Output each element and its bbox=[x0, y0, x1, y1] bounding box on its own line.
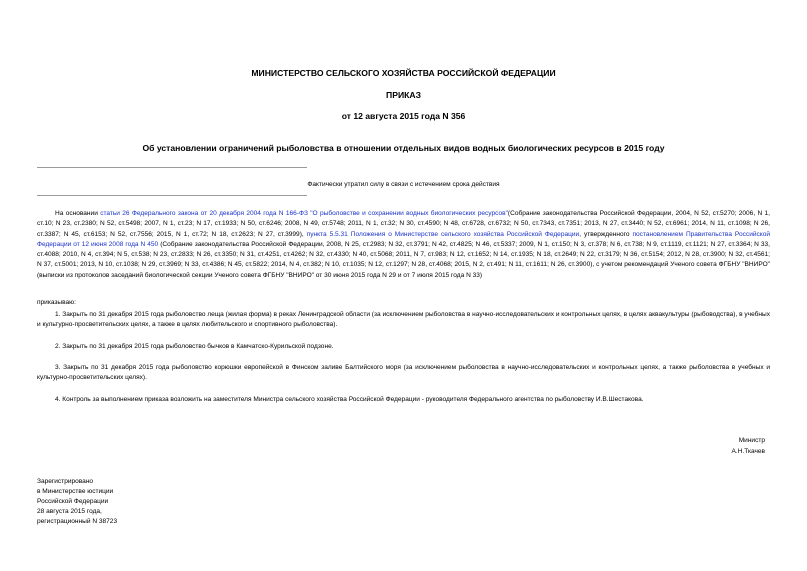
date-number-heading: от 12 августа 2015 года N 356 bbox=[341, 111, 466, 121]
order-item-1: 1. Закрыть по 31 декабря 2015 года рыболовство леща (жилая форма) в реках Ленинградской области (за исключением рыболовства в научно-исследовательских и контрольных целях, в целях аквакультуры (рыбоводства), в учебных и культурно-просветительских целях, а также в целях любительского и спортивного рыболовства). bbox=[37, 311, 770, 329]
bottom-divider bbox=[37, 195, 307, 196]
preamble-text-2: (Собрание законодательства Российской Федерации, 2004, N 52, ст.5270; 2006, N 1, ст.10; N 23, ст.2380; N 52, ст.5498; 2007, N 1, ст.23; N 17, ст.1933; N 50, ст.6246; 2008, N 49, ст.5748; 2011, N 1, ст.32; N 30, ст.4590; N 48, ст.6728, ст.6732; N 50, ст.7343, ст.7351; 2013, N 27, ст.3440; N 52, ст.6961; 2014, N 11, ст.1098; N 26, ст.3387; N 45, ст.6153; N 52, ст.7556; 2015, N 1, ст.72; N 18, ст.2623; N 27, ст.3999), bbox=[37, 210, 770, 238]
registration-line-2: в Министерстве юстиции bbox=[37, 488, 114, 495]
order-item-4: 4. Контроль за выполнением приказа возложить на заместителя Министра сельского хозяйства Российской Федерации - руководителя Федерального агентства по рыболовству И.В.Шестакова. bbox=[55, 396, 644, 403]
preamble-text-4: (Собрание законодательства Российской Федерации, 2008, N 25, ст.2983; N 32, ст.3791; N 42, ст.4825; N 46, ст.5337; 2009, N 1, ст.150; N 3, ст.378; N 6, ст.738; N 9, ст.1119, ст.1121; N 27, ст.3364; N 33, ст.4088; 2010, N 4, ст.394; N 5, ст.538; N 23, ст.2833; N 26, ст.3350; N 31, ст.4251, ст.4262; N 32, ст.4330; N 40, ст.5068; 2011, N 7, ст.983; N 12, ст.1652; N 14, ст.1935; N 18, ст.2649; N 22, ст.3179; N 36, ст.5154; 2012, N 28, ст.3900; N 32, ст.4561; N 37, ст.5001; 2013, N 10, ст.1038; N 29, ст.3969; N 33, ст.4386; N 45, ст.5822; 2014, N 4, ст.382; N 10, ст.1035; N 12, ст.1297; N 28, ст.4068; 2015, N 2, ст.491; N 11, ст.1611; N 26, ст.3900), с учетом рекомендаций Ученого совета ФГБНУ "ВНИРО" (выписки из протоколов заседаний биологической секции Ученого совета ФГБНУ "ВНИРО" от 30 июня 2015 года N 29 и от 7 июля 2015 года N 33) bbox=[37, 240, 770, 279]
status-note: Фактически утратил силу в связи с истечением срока действия bbox=[307, 181, 500, 188]
registration-line-3: Российской Федерации bbox=[37, 498, 109, 505]
signature-name: А.Н.Ткачев bbox=[731, 448, 765, 455]
registration-line-5: регистрационный N 38723 bbox=[37, 518, 118, 525]
law-link[interactable]: статьи 26 Федерального закона от 20 декабря 2004 года N 166-ФЗ "О рыболовстве и сохранении водных биологических ресурсов" bbox=[100, 210, 508, 217]
registration-line-4: 28 августа 2015 года, bbox=[37, 508, 102, 515]
top-divider bbox=[37, 167, 307, 168]
document-title: Об установлении ограничений рыболовства в отношении отдельных видов водных биологических ресурсов в 2015 году bbox=[142, 143, 665, 153]
registration-line-1: Зарегистрировано bbox=[37, 478, 94, 485]
preamble-text-1: На основании bbox=[55, 210, 101, 217]
preamble-paragraph bbox=[37, 209, 770, 281]
preamble-text-3: , утвержденного bbox=[579, 230, 633, 238]
signature-position: Министр bbox=[738, 437, 765, 444]
doc-type-heading: ПРИКАЗ bbox=[386, 90, 421, 100]
resolution-link[interactable]: постановлением Правительства Российской Федерации от 12 июня 2008 года N 450 bbox=[37, 230, 771, 248]
order-item-2: 2. Закрыть по 31 декабря 2015 года рыболовство бычков в Камчатско-Курильской подзоне. bbox=[55, 343, 334, 350]
ministry-heading: МИНИСТЕРСТВО СЕЛЬСКОГО ХОЗЯЙСТВА РОССИЙСКОЙ ФЕДЕРАЦИИ bbox=[251, 68, 556, 78]
order-item-3: 3. Закрыть по 31 декабря 2015 года рыболовство корюшки европейской в Финском заливе Балтийского моря (за исключением рыболовства в научно-исследовательских и контрольных целях, а также рыболовства в учебных и культурно-просветительских целях). bbox=[37, 364, 770, 382]
regulation-link[interactable]: пункта 5.5.31 Положения о Министерстве сельского хозяйства Российской Федерации bbox=[306, 230, 580, 238]
order-word: приказываю: bbox=[37, 299, 76, 306]
